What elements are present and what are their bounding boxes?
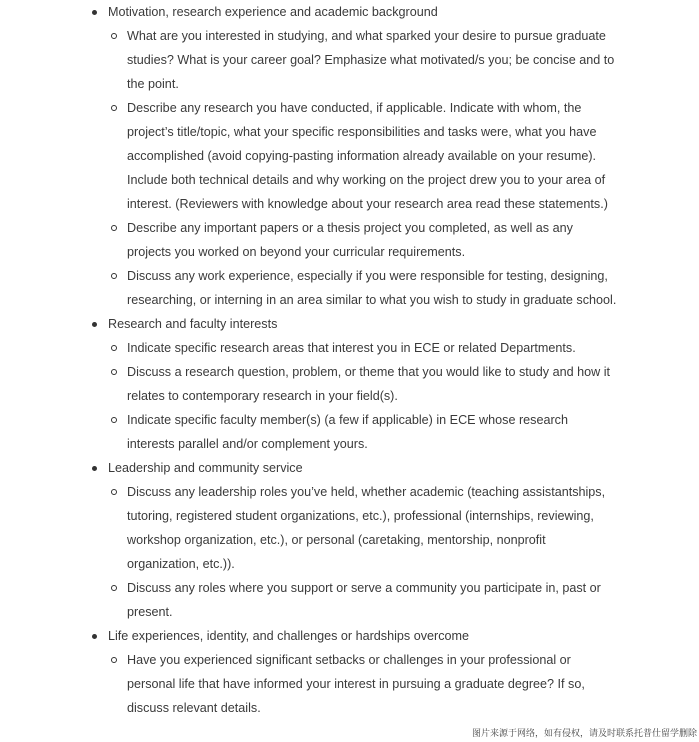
subitem-list bbox=[108, 336, 628, 456]
disc-bullet-icon bbox=[92, 322, 97, 327]
circle-bullet-icon bbox=[111, 273, 117, 279]
list-item-text: Indicate specific research areas that interest you in ECE or related Departments. bbox=[127, 341, 576, 355]
list-item bbox=[108, 408, 619, 456]
section-heading: Research and faculty interests bbox=[108, 317, 278, 331]
section-heading: Life experiences, identity, and challenges or hardships overcome bbox=[108, 629, 469, 643]
list-item bbox=[108, 96, 619, 216]
disc-bullet-icon bbox=[92, 634, 97, 639]
subitem-list bbox=[108, 24, 628, 312]
list-item-text: Discuss a research question, problem, or theme that you would like to study and how it relates to contemporary research in your field(s). bbox=[127, 365, 611, 403]
disc-bullet-icon bbox=[92, 466, 97, 471]
list-item-text: Describe any important papers or a thesis project you completed, as well as any projects you worked on beyond your curricular requirements. bbox=[127, 221, 573, 259]
list-item bbox=[108, 216, 619, 264]
circle-bullet-icon bbox=[111, 369, 117, 375]
list-item bbox=[108, 480, 619, 576]
circle-bullet-icon bbox=[111, 225, 117, 231]
list-item-text: Indicate specific faculty member(s) (a few if applicable) in ECE whose research interests parallel and/or complement yours. bbox=[127, 413, 568, 451]
circle-bullet-icon bbox=[111, 33, 117, 39]
section-item bbox=[0, 0, 628, 312]
list-item-text: Have you experienced significant setbacks or challenges in your professional or personal life that have informed your interest in pursuing a graduate degree? If so, discuss relevant details. bbox=[127, 653, 585, 715]
list-item bbox=[108, 24, 619, 96]
section-item bbox=[0, 456, 628, 624]
disc-bullet-icon bbox=[92, 10, 97, 15]
list-item-text: Discuss any leadership roles you’ve held, whether academic (teaching assistantships, tutoring, registered student organizations, etc.), professional (internships, reviewing, workshop organization, etc.), or personal (caretaking, mentorship, nonprofit organization, etc.)). bbox=[127, 485, 606, 571]
list-item bbox=[108, 264, 619, 312]
list-item bbox=[108, 360, 619, 408]
source-watermark: 图片来源于网络，如有侵权，请及时联系托普仕留学删除 bbox=[471, 729, 697, 739]
list-item-text: What are you interested in studying, and what sparked your desire to pursue graduate studies? What is your career goal? Emphasize what motivated/s you; be concise and to the point. bbox=[127, 29, 615, 91]
circle-bullet-icon bbox=[111, 105, 117, 111]
list-item-text: Discuss any roles where you support or serve a community you participate in, past or present. bbox=[127, 581, 601, 619]
subitem-list bbox=[108, 480, 628, 624]
section-item bbox=[0, 312, 628, 456]
list-item bbox=[108, 336, 619, 360]
circle-bullet-icon bbox=[111, 417, 117, 423]
section-item bbox=[0, 624, 628, 720]
circle-bullet-icon bbox=[111, 657, 117, 663]
circle-bullet-icon bbox=[111, 585, 117, 591]
list-item bbox=[108, 648, 619, 720]
circle-bullet-icon bbox=[111, 345, 117, 351]
list-item bbox=[108, 576, 619, 624]
circle-bullet-icon bbox=[111, 489, 117, 495]
section-heading: Leadership and community service bbox=[108, 461, 303, 475]
list-item-text: Discuss any work experience, especially if you were responsible for testing, designing, researching, or interning in an area similar to what you wish to study in graduate school. bbox=[127, 269, 617, 307]
list-item-text: Describe any research you have conducted, if applicable. Indicate with whom, the project’s title/topic, what your specific responsibilities and tasks were, what you have accomplished (avoid copying-pasting information already available on your resume). Include both technical details and why working on the project drew you to your area of interest. (Reviewers with knowledge about your research area read these statements.) bbox=[127, 101, 608, 211]
section-heading: Motivation, research experience and academic background bbox=[108, 5, 438, 19]
subitem-list bbox=[108, 648, 628, 720]
